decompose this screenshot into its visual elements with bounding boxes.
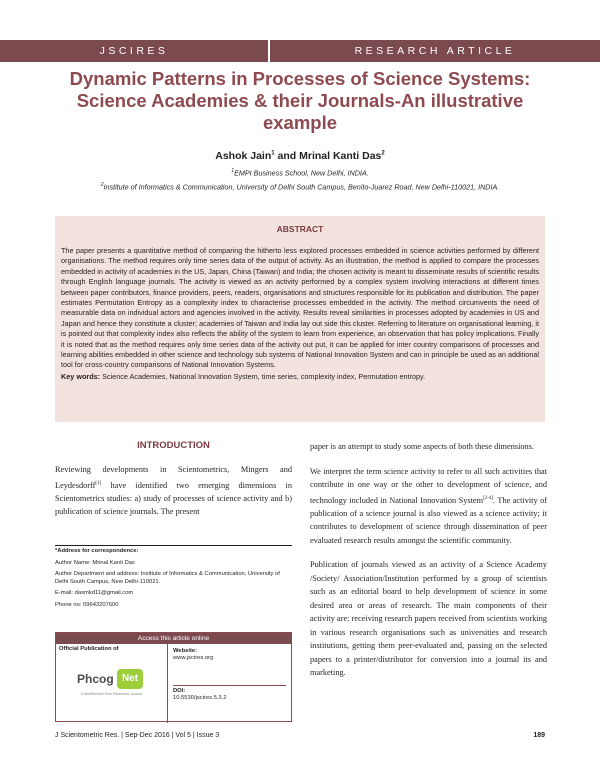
abstract-box (55, 216, 545, 422)
correspondence-dept: Author Department and address: Institute of Informatics & Communication, University of Delhi South Campus, New Delhi-110021. (55, 571, 280, 585)
author-1: Ashok Jain (215, 150, 272, 162)
access-online-box (55, 632, 292, 722)
abstract-text: The paper presents a quantitative method of comparing the hitherto less explored processes embedded in science activities performed by different organisations. The method requires only time series data of the output of activity. As an illustration, the method is applied to compare the processes embedded in activity of academies in the US, Japan, China (Taiwan) and India; the chosen activity is meant to disseminate results of scientific results through English language journals. The activity is viewed as an activity performed by a complex system involving interactions at different times between paper contributors, finance providers, peers, readers, organisations and structures responsible for its publication and distribution. The paper estimates Permutation Entropy as a complexity index to characterise processes embedded in the activity. The method circumvents the need of measurable data on individual actors and agencies involved in the activity. Results reveal similarities in processes adopted by academies in US and Japan and hence they constitute a cluster; academies of Taiwan and India lay out side this cluster. Referring to literature on organisational learning, it is pointed out that complexity index also reflects the ability of the system to learn from experience, an observation that has policy implications. Finally it is noted that as the method requires only time series data of the activity out put, it can be applied for inter country comparisons of processes and learning abilities embedded in other science and technology sub systems of National Innovation System and can in principle be used as an additional tool for cross-country comparisons of National Innovation Systems. (61, 246, 539, 370)
correspondence-phone: Phone no: 09643207600 (55, 601, 119, 608)
author-list: Ashok Jain$^1$ and Mrinal Kanti Das$^2$ (215, 150, 385, 162)
introduction-heading: INTRODUCTION (137, 440, 210, 451)
publisher-panel (56, 644, 168, 723)
article-title: Dynamic Patterns in Processes of Science Systems: Science Academies & their Journals-An illustrative example (69, 68, 531, 133)
affiliation-2: $^2$Institute of Informatics & Communication, University of Delhi South Campus, Benito-Juarez Road, New Delhi-110021, INDIA. (100, 182, 500, 192)
affiliation-1: $^1$EMPI Business School, New Delhi, INDIA. (231, 168, 369, 178)
doi-row: DOI: 10.5530/jscires.5.3.2 (173, 685, 286, 724)
intro-paragraph-3: We interpret the term science activity to refer to all such activities that contribute in one way or the other to development of science, and technology included in National Innovation System[2-4]. The activity of publication of a science journal is also viewed as a science activity; it contributes to development of science through dissemination of peer evaluated research results amongst the scientific community. (310, 466, 547, 545)
author-2: Mrinal Kanti Das (299, 150, 382, 162)
keywords: Key words: Science Academies, National Innovation System, time series, complexity index, Permutation entropy. (61, 371, 426, 381)
left-column (55, 440, 292, 519)
correspondence-heading: *Address for correspondence: (55, 548, 139, 554)
website-link[interactable]: www.jscires.org (173, 655, 214, 661)
journal-header-band (0, 40, 600, 62)
phcognet-logo-icon: Phcog Net A Multifaceted Peer Reviewed Journal (73, 662, 153, 702)
abstract-heading: ABSTRACT (276, 224, 324, 234)
section-label: RESEARCH ARTICLE (268, 40, 600, 62)
official-publication-label: Official Publication of (59, 646, 119, 652)
page-number: 189 (533, 732, 545, 739)
access-heading: Access this article online (56, 633, 291, 644)
doi-link[interactable]: 10.5530/jscires.5.3.2 (173, 695, 227, 701)
page-footer (55, 732, 545, 739)
right-column (310, 440, 547, 691)
footer-citation: J Scientometric Res. | Sep-Dec 2016 | Vol 5 | Issue 3 (55, 732, 220, 739)
correspondence-author: Author Name: Mrinal Kanti Das (55, 559, 135, 566)
correspondence-email: E-mail: dasmkd11@gmail.com (55, 590, 134, 597)
website-row: Website: www.jscires.org (173, 648, 214, 661)
intro-paragraph-4: Publication of journals viewed as an activity of a Science Academy /Society/ Association/Institution performed by a group of scientists such as an editorial board to help development of science in some desired area or areas of research. The main components of their activity are: receiving research papers received from scientists working in various research organisations such as universities and research institutions, getting them peer-evaluated and, passing on the selected papers to a printer/distributor for conversion into a journal its and marketing. (310, 560, 547, 678)
journal-tag: JSCIRES (0, 40, 268, 62)
intro-paragraph-2: paper is an attempt to study some aspects of both these dimensions. (310, 442, 534, 451)
correspondence-block (55, 545, 292, 614)
intro-paragraph-1: Reviewing developments in Scientometrics, Mingers and Leydesdorff[1] have identified two emerging dimensions in Scientometrics studies: a) study of processes of science activity and b) publication of science journals. The present (55, 465, 292, 517)
